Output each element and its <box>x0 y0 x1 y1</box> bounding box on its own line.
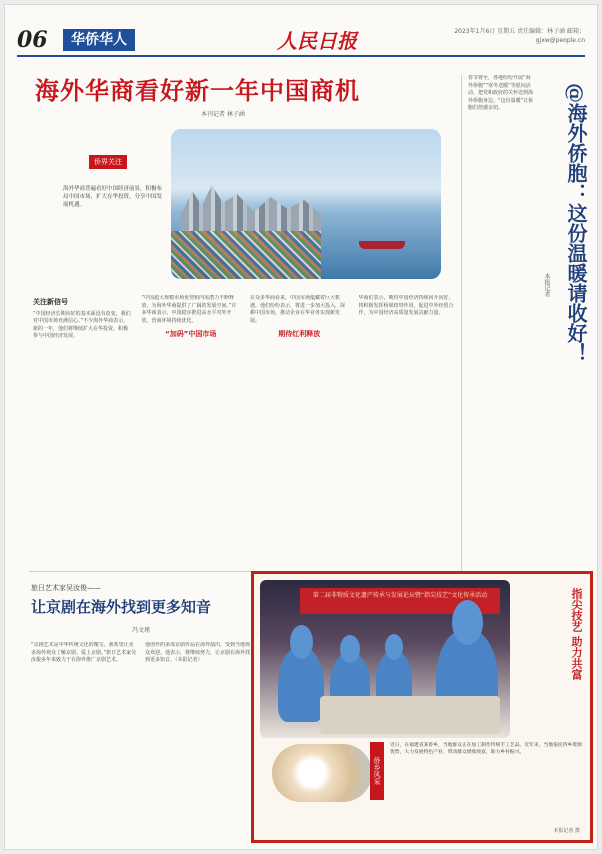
section-divider <box>29 571 251 572</box>
closeup-photo[interactable] <box>272 744 372 802</box>
feature-text: 近日，在福建省某侨乡，当地群众正在加工制作传统手工艺品。近年来，当地依托侨乡资源优势，大力发展特色产业，带动群众增收致富，助力乡村振兴。 <box>390 743 582 756</box>
header-rule <box>17 55 585 57</box>
lead-label: 侨界关注 <box>89 155 127 169</box>
lead-byline: 本刊记者 林子涵 <box>201 111 245 118</box>
issue-meta: 2023年1月6日 星期五 责任编辑：林子涵 邮箱：gjxw@people.cn <box>454 28 585 44</box>
lead-column-1-text: “中国经济长期向好的基本面没有改变，我们对中国市场充满信心。”不少海外华商表示，新的一年，他们将继续扩大在华投资，积极参与中国经济发展。 <box>33 310 131 340</box>
newspaper-logo: 人民日报 <box>277 29 357 53</box>
highlighted-photo-feature[interactable] <box>251 571 593 843</box>
lead-photo-port-city[interactable] <box>171 129 441 279</box>
lead-subhead-2: “加码”中国市场 <box>165 330 217 339</box>
lead-column-3 <box>250 295 349 565</box>
banner-text: 第二届非物质文化遗产传承与发展论坛暨“指尖技艺”文化传承活动 <box>312 592 488 599</box>
bl-title[interactable]: 让京剧在海外找到更多知音 <box>31 598 212 616</box>
container-port-graphic <box>171 231 321 279</box>
masthead <box>17 25 585 57</box>
right-column-title[interactable]: @海外侨胞：这份温暖请收好！ <box>564 83 588 363</box>
lead-column-4 <box>359 295 458 565</box>
bl-columns <box>31 642 251 665</box>
newspaper-page <box>4 4 598 850</box>
skyline-graphic <box>181 179 321 239</box>
lead-column-2-text: “中国超大规模市场优势和内需潜力不断释放，为海外华商提供了广阔的发展空间。”许多华商表示，中国稳步推进高水平对外开放，营商环境持续优化。 <box>141 295 237 324</box>
lead-column-3-text: 在众多华商看来，中国市场蕴藏着巨大机遇。他们纷纷表示，将进一步加大投入，深耕中国市场，推动企业在华业务实现新发展。 <box>250 295 346 324</box>
feature-credit: 本报记者 摄 <box>553 828 580 834</box>
workshop-photo[interactable] <box>260 580 510 738</box>
bl-column-1: “京剧艺术是中华传统文化的瑰宝，我希望让更多海外观众了解京剧、爱上京剧。”旅日艺术家吴汝俊多年来致力于在海外推广京剧艺术。 <box>31 642 137 664</box>
work-table <box>320 696 500 734</box>
right-column-article <box>461 75 593 575</box>
right-column-author: 本报记者 <box>543 273 550 297</box>
right-column-text: 春节将至，各地纷纷开展“海外侨胞”“寒冬送暖”等慰问活动，把党和政府的关怀送到海外侨胞身边。“这份温暖”让侨胞们倍感亲切。 <box>468 75 534 112</box>
lead-subhead-3: 期待红利释放 <box>278 330 321 339</box>
bottom-left-article <box>31 583 251 833</box>
bl-kicker: 旅日艺术家吴汝俊—— <box>31 584 101 592</box>
lead-column-4-text: 华商们表示，期待中国经济持续回升向好，将积极发挥桥梁纽带作用，促进中外经贸合作，为中国经济高质量发展贡献力量。 <box>358 295 454 317</box>
lead-subhead-1: 关注新信号 <box>33 298 68 306</box>
lead-headline[interactable]: 海外华商看好新一年中国商机 <box>35 76 360 105</box>
feature-label: 侨乡风采 <box>370 742 384 800</box>
bl-author: 冯文瑾 <box>131 627 150 634</box>
worker-figure <box>278 646 324 722</box>
bl-column-2: 他创作的多部京剧作品在海外演出，受到当地观众欢迎。他表示，将继续努力，让京剧在海外找到更多知音。（本报记者） <box>145 642 251 664</box>
lead-summary: 海外华商普遍看好中国经济前景，积极布局中国市场，扩大在华投资，分享中国发展机遇。 <box>63 186 163 208</box>
feature-title: 指尖技艺 助力共富 <box>570 588 583 680</box>
lead-column-2 <box>142 295 241 565</box>
ship-graphic <box>359 241 405 249</box>
lead-column-1 <box>33 295 132 565</box>
page-number: 06 <box>17 27 48 53</box>
section-tag: 华侨华人 <box>63 29 135 51</box>
lead-body <box>33 295 457 565</box>
